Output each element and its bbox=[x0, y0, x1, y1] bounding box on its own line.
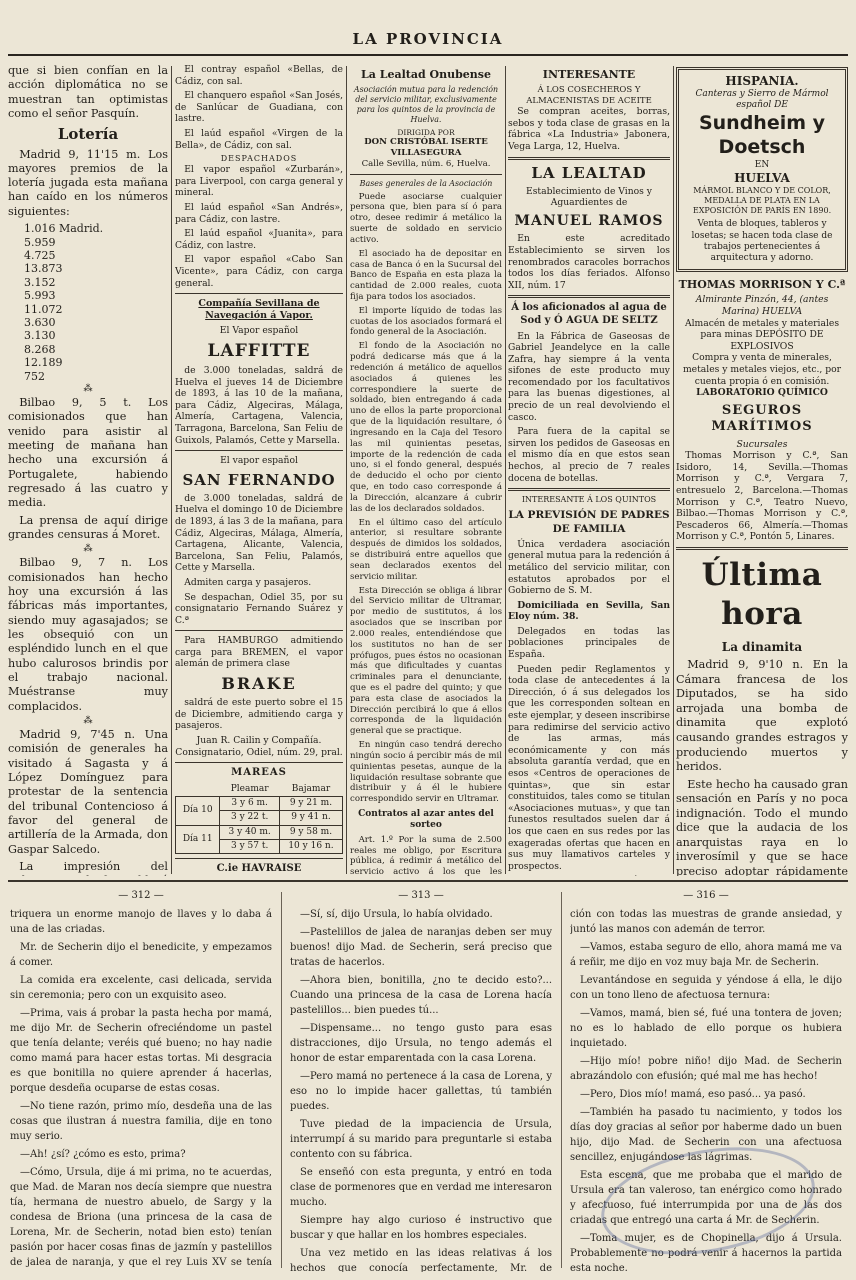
lottery-number: 8.268 bbox=[24, 342, 56, 356]
lottery-numbers bbox=[8, 222, 168, 383]
bilbao-report-2: Bilbao 9, 7 n. Los comisionados han hecho hoy una excursión á las fábricas más importantes, siendo muy agasajados; se les obsequió con un espléndido lunch en el que hubo calurosos brindis por el trabajo nacional. Muéstranse muy complacidos. bbox=[8, 556, 168, 713]
cosecheros-heading: Á LOS COSECHEROS Y ALMACENISTAS DE ACEITE bbox=[526, 84, 652, 106]
ship-entry: El laúd español «Virgen de la Bella», de Cádiz, con sal. bbox=[175, 127, 343, 151]
hispania-title: HISPANIA. bbox=[725, 74, 799, 88]
morrison-text: Almacén de metales y materiales para minas DEPÓSITO DE EXPLOSIVOS bbox=[684, 317, 840, 352]
table-cell: 3 y 6 m. bbox=[220, 797, 279, 811]
sucursales-label: Sucursales bbox=[736, 438, 788, 450]
novel-paragraph: —Hijo mío! pobre niño! dijo Mad. de Secherin abrazándolo con efusión; qué mal me has hecho! bbox=[570, 1056, 842, 1082]
director-name: DON CRISTÓBAL ISERTE VILLASEGURA bbox=[364, 137, 488, 158]
admiten-text: Admiten carga y pasajeros. bbox=[184, 576, 312, 588]
column-news bbox=[8, 64, 168, 876]
page-number: — 312 — bbox=[118, 890, 164, 901]
novel-paragraph: —Pero mamá no pertenece á la casa de Lorena, y eso no lo impide hacer gallettas, tú también puedes. bbox=[290, 1071, 552, 1112]
huelva-label: HUELVA bbox=[734, 170, 790, 185]
table-cell: Día 10 bbox=[176, 797, 220, 826]
lottery-number: 13.873 bbox=[24, 262, 63, 276]
column-divider bbox=[673, 66, 674, 874]
base-article: El asociado ha de depositar en casa de Banca ó en la Sucursal del Banco de España en esta plaza la cantidad de 2.000 reales, cuota fija para todos los asociados. bbox=[350, 248, 502, 302]
impresion-report: La impresión del bbox=[19, 859, 168, 873]
masthead-rule bbox=[8, 54, 848, 56]
ship-brake-consignee: Juan R. Cailin y Compañía. Consignatario, Odiel, núm. 29, pral. bbox=[175, 735, 343, 758]
base-article: Puede asociarse cualquier persona que, bien para sí ó para otro, desee redimir á metálico la suerte de soldado en servicio activo. bbox=[350, 191, 502, 245]
novel-paragraph: —Cómo, Ursula, dije á mi prima, no te acuerdas, que Mad. de Maran nos decía siempre que nuestra tía, hermana de nuestro abuelo, de Sargy y la condesa de Briona (una princesa de la casa de Lorena, Mr. de Secherin, notad bien esto) tenían pasión por hacer cosas finas de jazmín y pastelillos de jalea de naranja, y que el rey Luis XV se tenía bbox=[10, 1167, 272, 1268]
dinamita-heading: La dinamita bbox=[721, 640, 803, 655]
novel-paragraph: Se enseñó con esta pregunta, y entró en toda clase de pormenores que en verdad me interesaron mucho. bbox=[290, 1167, 552, 1208]
lottery-number: 3.152 bbox=[24, 275, 56, 289]
table-header: Pleamar bbox=[230, 783, 269, 794]
prevision-text: Pueden pedir Reglamentos y toda clase de antecedentes á la Dirección, ó á sus delegados los que les corresponden soltean en este ejemplar, y deseen inscribirse para redimirse del servicio activo de las armas, más económicamente y con más absoluta garantía verdad, que en esos «Centros de operaciones de quintas», que sin estar constituidos, tales como se titulan «Asociaciones mutuas», y que tan funestos resultados suelen dar á los que caen en sus redes por las exageradas ofertas que hacen en sus muy llamativos carteles y prospectos. bbox=[508, 663, 670, 872]
marmol-text: MÁRMOL BLANCO Y DE COLOR, MEDALLA DE PLATA EN LA EXPOSICIÓN DE PARÍS EN 1890. bbox=[692, 186, 832, 216]
table-header: Bajamar bbox=[291, 783, 331, 794]
newspaper-title: LA PROVINCIA bbox=[352, 30, 504, 48]
ship-brake: BRAKE bbox=[221, 674, 297, 694]
divider bbox=[175, 762, 343, 763]
novel-page-313 bbox=[290, 888, 552, 1272]
seguros-heading: SEGUROS MARÍTIMOS bbox=[711, 402, 813, 435]
novel-paragraph: —Toma mujer, es de Chopinella, dijo á Ursula. Probablemente no podrá venir á hacernos la partida esta noche. bbox=[570, 1233, 842, 1272]
divider bbox=[508, 295, 670, 298]
prensa-report: La prensa de aquí dirige grandes censuras á Moret. bbox=[8, 513, 168, 541]
lottery-number: 12.189 bbox=[24, 356, 63, 370]
dinamita-text: Madrid 9, 9'10 n. En la Cámara francesa de los Diputados, se ha sido arrojada una bomba de dinamita que explotó causando grandes estragos y produciendo muertos y heridos. bbox=[676, 658, 848, 774]
ship-san-fernando: SAN FERNANDO bbox=[182, 470, 336, 489]
column-divider bbox=[561, 892, 562, 1268]
table-cell: Día 11 bbox=[176, 825, 220, 854]
compania-heading: Compañía Sevillana de Navegación á Vapor. bbox=[198, 298, 320, 322]
table-cell: 3 y 57 t. bbox=[220, 840, 279, 854]
table-cell: 9 y 41 n. bbox=[279, 811, 342, 825]
lottery-number: 5.959 bbox=[24, 235, 56, 249]
soda-text: En la Fábrica de Gaseosas de Gabriel Jeandelyce en la calle Zafra, hay siempre á la venta sifones de este producto muy recomendado por los facultativos para las buenas digestiones, al precio de un real devolviendo el casco. bbox=[508, 330, 670, 423]
bases-heading: Bases generales de la Asociación bbox=[359, 178, 493, 188]
column-ultima-hora bbox=[676, 64, 848, 876]
la-lealtad-subheading: Establecimiento de Vinos y Aguardientes de bbox=[525, 185, 652, 209]
column-ads bbox=[508, 64, 670, 876]
dinamita-text-2: Este hecho ha causado gran sensación en París y no poca indignación. Todo el mundo dice que la audacia de los anarquistas raya en lo inverosímil y que se hace preciso adoptar rápidamente bbox=[676, 777, 848, 876]
vapor-label: El Vapor español bbox=[219, 325, 299, 337]
ship-san-fernando-text: de 3.000 toneladas, saldrá de Huelva el domingo 10 de Diciembre de 1893, á las 3 de la mañana, para Cádiz, Algeciras, Málaga, Almería, Cartagena, Alicante, Valencia, Barcelona, San Feliu, Palamós, Cette y Marsella. bbox=[175, 492, 343, 574]
novel-paragraph: —Dispensame... no tengo gusto para esas distracciones, dijo Ursula, no tengo además el honor de estar emparentada con la casa Lorena. bbox=[290, 1023, 552, 1064]
venta-text: Venta de bloques, tableros y losetas; se hacen toda clase de trabajos pertenecientes á arquitectura y adorno. bbox=[691, 219, 833, 264]
soda-text: Para fuera de la capital se sirven los pedidos de Gaseosas en el mismo día en que estos sean hechos, al precio de 7 reales docena de botellas. bbox=[508, 426, 670, 484]
page-number: — 316 — bbox=[683, 890, 729, 901]
ship-entry: El laúd español «San Andrés», para Cádiz, con lastre. bbox=[175, 202, 343, 225]
divider bbox=[175, 450, 343, 451]
la-lealtad-text: En este acreditado Establecimiento se sirven los renombrados caracoles borrachos todos los días feriados. Alfonso XII, núm. 17 bbox=[508, 233, 670, 291]
ship-laffitte-text: de 3.000 toneladas, saldrá de Huelva el jueves 14 de Diciembre de 1893, á las 10 de la mañana, para Cádiz, Algeciras, Málaga, Almería, Cartagena, Valencia, Tarragona, Barcelona, San Feliu de Guixols, Palamós, Cette y Marsella. bbox=[175, 365, 343, 446]
novel-page-312 bbox=[10, 888, 272, 1272]
table-cell: 3 y 40 m. bbox=[220, 825, 279, 839]
lealtad-onubense-ad bbox=[350, 68, 502, 876]
prevision-text bbox=[508, 875, 670, 876]
novel-paragraph: —Pero, Dios mío! mamá, eso pasó... ya pasó. bbox=[580, 1089, 806, 1100]
lottery-number: 1.016 Madrid. bbox=[24, 222, 104, 236]
prevision-domicilio: Domiciliada en Sevilla, San Eloy núm. 38. bbox=[508, 599, 670, 623]
loteria-heading: Lotería bbox=[57, 125, 119, 144]
base-article: En el último caso del artículo anterior, si resultare sobrante después de dimidos los soldados, se distribuirá entre aquellos que sean declarados exentos del servicio militar. bbox=[350, 517, 502, 582]
lealtad-onubense-title: La Lealtad Onubense bbox=[361, 68, 491, 81]
table-cell bbox=[176, 783, 220, 797]
madrid-report: Madrid 9, 7'45 n. Una comisión de generales ha visitado á Sagasta y á López Domínguez para protestar de la sentencia del tribunal Contencioso á favor del general de artillería de la Armada, don Gaspar Salcedo. bbox=[8, 727, 168, 856]
divider bbox=[175, 293, 343, 294]
dirigida-label: DIRIGIDA POR bbox=[397, 127, 455, 137]
masthead bbox=[0, 0, 856, 60]
novel-paragraph: —Vamos, estaba seguro de ello, ahora mamá me va á reñir, me dijo en voz muy baja Mr. de Secherin. bbox=[570, 942, 842, 968]
base-article: Esta Dirección se obliga á librar del Servicio militar de Ultramar, por medio de sustitutos, á los asociados que se inscriban por 2.000 reales, entendiéndose que los sustitutos no han de ser prófugos, pues éstos no ocasionan más que dificultades y cuantas criminales para el denunciante, que es el padre del quinto; y que para esta clase de asociados la Dirección percibirá lo que á ellos corresponda de la liquidación general que se practique. bbox=[350, 585, 502, 737]
divider bbox=[175, 630, 343, 631]
novel-paragraph: Siempre hay algo curioso é instructivo que buscar y que hallar en los hombres especiales. bbox=[290, 1215, 552, 1241]
base-article: El fondo de la Asociación no podrá dedicarse más que á la redención á metálico de aquellos asociados á quienes les correspondiere la suerte de soldado, bien entregando á cada uno de ellos la parte proporcional que de la liquidación resultare, ó ingresando en la Caja del Tesoro las mil quinientas pesetas, importe de la redención de cada uno, si el fondo general, después de deducido el ocho por ciento que, en todo caso corresponde á la Dirección, alcanzare á cubrir las de los declarados soldados. bbox=[350, 341, 502, 514]
ship-entry: El vapor español «Zurbarán», para Liverpool, con carga general y mineral. bbox=[175, 164, 343, 199]
tides-table bbox=[175, 783, 343, 855]
loteria-text: Madrid 9, 11'15 m. Los mayores premios de la lotería jugada esta mañana han caído en los números siguientes: bbox=[8, 147, 168, 218]
divider bbox=[676, 547, 848, 550]
page-number: — 313 — bbox=[398, 890, 444, 901]
ship-entry: El contray español «Bellas, de Cádiz, con sal. bbox=[175, 64, 343, 87]
separator-stars: ⁂ bbox=[83, 544, 93, 555]
column-divider bbox=[505, 66, 506, 874]
column-maritime bbox=[175, 64, 343, 876]
novel-paragraph: Esta escena, que me probaba que el marido de Ursula era tan valeroso, tan enérgico como honrado y afectuoso, fué interrumpida por una de las dos criadas que entregó una carta á Mr. de Secherin. bbox=[570, 1170, 842, 1226]
en-label: EN bbox=[754, 159, 770, 170]
despacha-text: Se despachan, Odiel 35, por su consignatario Fernando Suárez y C.ª bbox=[175, 591, 343, 626]
canteras-line: Canteras y Sierro de Mármol español DE bbox=[695, 89, 829, 111]
sucursales-text: Thomas Morrison y C.ª, San Isidoro, 14, Sevilla.—Thomas Morrison y C.ª, Vergara 7, entresuelo 2, Barcelona.—Thomas Morrison y C.ª, Teatro Nuevo, Bilbao.—Thomas Morrison y C.ª, Pescaderos 66, Almería.—Thomas Morrison y C.ª, Pontón 5, Linares. bbox=[676, 450, 848, 543]
despachados-heading: DESPACHADOS bbox=[220, 154, 298, 164]
lottery-number: 3.630 bbox=[24, 315, 56, 329]
interesante-heading: INTERESANTE bbox=[542, 68, 636, 81]
novel-paragraph: Tuve piedad de la impaciencia de Ursula, interrumpí á su marido para preguntarle si estaba contento con su fábrica. bbox=[290, 1119, 552, 1160]
vapor-label: El vapor español bbox=[220, 455, 298, 467]
novel-paragraph: —No tiene razón, primo mío, desdeña una de las cosas que ilustran á nuestra familia, dije en tono muy serio. bbox=[10, 1101, 272, 1142]
novel-paragraph: —Prima, vais á probar la pasta hecha por mamá, me dijo Mr. de Secherin ofreciéndome un pastel que tenía delante; veréis qué bueno; no hay nadie como mamá para hacer estas tortas. Mi desgracia es que bonitilla no quiere aprender á hacerlas, porque desdeña ocuparse de estas cosas. bbox=[10, 1008, 272, 1094]
morrison-heading: THOMAS MORRISON Y C.ª bbox=[678, 277, 846, 291]
novel-paragraph: —Pastelillos de jalea de naranjas deben ser muy buenos! dijo Mad. de Secherin, será preciso que tratas de hacerlos. bbox=[290, 927, 552, 968]
novel-paragraph: La comida era excelente, casi delicada, servida sin ceremonia; pero con un exquisito aseo. bbox=[10, 975, 272, 1001]
ship-entry: El laúd español «Juanita», para Cádiz, con lastre. bbox=[175, 228, 343, 251]
prevision-delegados: Delegados en todas las poblaciones principales de España. bbox=[508, 625, 670, 661]
separator-stars: ⁂ bbox=[83, 384, 93, 395]
novel-paragraph: —Ah! ¿sí? ¿cómo es esto, prima? bbox=[20, 1149, 186, 1160]
novel-paragraph: ción con todas las muestras de grande ansiedad, y juntó las manos con ademán de terror. bbox=[570, 909, 842, 935]
table-row bbox=[176, 783, 343, 797]
bilbao-report-1: Bilbao 9, 5 t. Los comisionados que han venido para asistir al meeting de mañana han hecho una excursión á Portugalete, habiendo regresado á las cuatro y media. bbox=[8, 396, 168, 510]
novel-paragraph: Mr. de Secherin dijo el benedicite, y empezamos á comer. bbox=[10, 942, 272, 968]
lealtad-onubense-subtitle: Asociación mutua para la redención del servicio militar, exclusivamente para los quintos de la provincia de Huelva. bbox=[353, 84, 499, 124]
table-row bbox=[176, 797, 343, 811]
hispania-ad bbox=[676, 67, 848, 272]
havraise-heading: C.ie HAVRAISE bbox=[216, 863, 302, 875]
cosecheros-text: Se compran aceites, borras, sebos y toda clase de grasas en la fábrica «La Industria» Jabonera, Vega Larga, 12, Huelva. bbox=[508, 106, 670, 153]
morrison-text-2: Compra y venta de minerales, metales y metales viejos, etc., por cuenta propia ó en comisión. bbox=[682, 352, 842, 387]
lottery-number: 11.072 bbox=[24, 302, 63, 316]
sundheim-name: Sundheim y Doetsch bbox=[698, 111, 826, 158]
novel-paragraph: Levantándose en seguida y yéndose á ella, le dijo con un tono lleno de afectuosa ternura: bbox=[570, 975, 842, 1001]
divider bbox=[508, 157, 670, 160]
contratos-heading: Contratos al azar antes del sorteo bbox=[358, 809, 494, 831]
table-cell: 9 y 21 m. bbox=[279, 797, 342, 811]
sheet-divider bbox=[8, 880, 848, 882]
ship-entry: El vapor español «Cabo San Vicente», para Cádiz, con carga general. bbox=[175, 254, 343, 289]
novel-paragraph: triquera un enorme manojo de llaves y lo daba á una de las criadas. bbox=[10, 909, 272, 935]
novel-paragraph: —Ahora bien, bonitilla, ¿no te decido esto?... Cuando una princesa de la casa de Lorena hacía pastelillos... bien puedes tú... bbox=[290, 975, 552, 1016]
table-cell: 3 y 22 t. bbox=[220, 811, 279, 825]
column-divider bbox=[171, 66, 172, 874]
quintos-heading: INTERESANTE Á LOS QUINTOS bbox=[521, 495, 657, 505]
table-cell: 9 y 58 m. bbox=[279, 825, 342, 839]
novel-paragraph: —Sí, sí, dijo Ursula, lo había olvidado. bbox=[300, 909, 493, 920]
ship-entry: El chanquero español «San Josés, de Sanlúcar de Guadiana, con lastre. bbox=[175, 90, 343, 125]
divider bbox=[508, 488, 670, 491]
director-address: Calle Sevilla, núm. 6, Huelva. bbox=[361, 158, 491, 169]
soda-heading: Á los aficionados al agua de Sod y Ó AGUA DE SELTZ bbox=[511, 302, 667, 326]
divider bbox=[175, 858, 343, 859]
novel-paragraph: —También ha pasado tu nacimiento, y todos los días doy gracias al señor por haberme dado un buen hijo, dijo Mad. de Secherin con una afectuosa sencillez, enjugándose las lágrimas. bbox=[570, 1107, 842, 1163]
morrison-lab: LABORATORIO QUÍMICO bbox=[696, 387, 828, 399]
column-divider bbox=[281, 892, 282, 1268]
contrato-article: Art. 1.º Por la suma de 2.500 reales me obligo, por Escritura pública, á redimir á metálico del servicio activo á los que les bbox=[350, 834, 502, 876]
column-divider bbox=[346, 66, 347, 874]
hamburgo-text: Para HAMBURGO admitiendo carga para BREMEN, el vapor alemán de primera clase bbox=[175, 635, 343, 670]
ship-brake-text: saldrá de este puerto sobre el 15 de Diciembre, admitiendo carga y pasajeros. bbox=[175, 697, 343, 732]
table-row bbox=[176, 825, 343, 839]
lottery-number: 5.993 bbox=[24, 289, 56, 303]
prevision-heading: LA PREVISIÓN DE PADRES DE FAMILIA bbox=[508, 509, 670, 535]
novel-paragraph: —Vamos, mamá, bien sé, fué una tontera de joven; no es lo hablado de ello porque os hubiera inquietado. bbox=[570, 1008, 842, 1049]
novel-paragraph: Una vez metido en las ideas relativas á los hechos que conocía perfectamente, Mr. de bbox=[290, 1248, 552, 1272]
lottery-number: 3.130 bbox=[24, 329, 56, 343]
lottery-number: 4.725 bbox=[24, 248, 56, 262]
column-lealtad bbox=[350, 64, 502, 876]
separator-stars: ⁂ bbox=[83, 715, 93, 726]
base-article: En ningún caso tendrá derecho ningún socio á percibir más de mil quinientas pesetas, aunque de la liquidación resultase sobrante que distribuir y á él le hubiere correspondido servir en Ultramar. bbox=[350, 740, 502, 805]
base-article: El importe líquido de todas las cuotas de los asociados formará el fondo general de la Asociación. bbox=[350, 305, 502, 338]
prevision-text: Única verdadera asociación general mutua para la redención á metálico del servicio militar, con estatutos aprobados por el Gobierno de S. M. bbox=[508, 538, 670, 597]
ultima-hora-heading: Última hora bbox=[701, 556, 823, 632]
lottery-number: 752 bbox=[24, 369, 45, 383]
divider bbox=[350, 174, 502, 175]
intro-paragraph: que si bien confían en la acción diplomática no se muestran tan optimistas como el señor Pasquín. bbox=[8, 64, 168, 120]
morrison-address: Almirante Pinzón, 44, (antes Marina) HUELVA bbox=[695, 294, 829, 318]
mareas-heading: MAREAS bbox=[231, 767, 287, 779]
la-lealtad-heading: LA LEALTAD bbox=[531, 163, 647, 182]
table-cell: 10 y 16 n. bbox=[279, 840, 342, 854]
manuel-ramos: MANUEL RAMOS bbox=[514, 212, 664, 229]
ship-laffitte: LAFFITTE bbox=[207, 340, 311, 361]
